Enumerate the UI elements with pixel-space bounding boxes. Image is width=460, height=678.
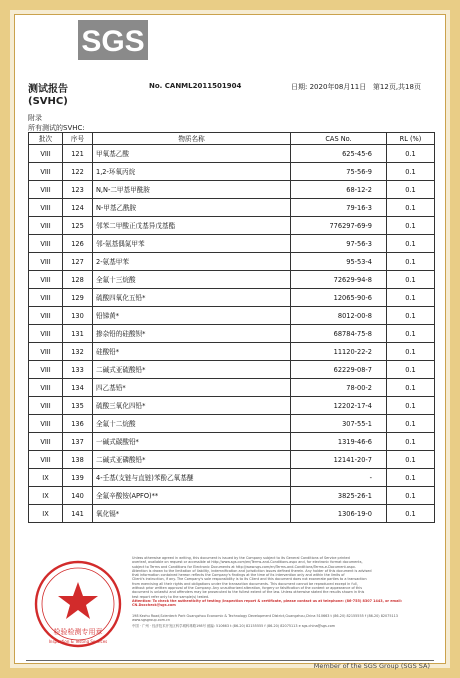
cell-batch: VIII: [29, 343, 63, 361]
cell-seq: 127: [63, 253, 93, 271]
cell-cas: 8012-00-8: [291, 307, 387, 325]
cell-batch: IX: [29, 505, 63, 523]
terms-line: test report refer only to the sample(s) tested.: [132, 594, 210, 599]
cell-batch: VIII: [29, 163, 63, 181]
cell-cas: 62229-08-7: [291, 361, 387, 379]
table-row: [29, 415, 435, 433]
cell-rl: 0.1: [387, 307, 435, 325]
cell-substance: 甲氧基乙酸: [93, 145, 291, 163]
cell-seq: 134: [63, 379, 93, 397]
table-row: [29, 163, 435, 181]
cell-batch: VIII: [29, 379, 63, 397]
cell-cas: 95-53-4: [291, 253, 387, 271]
cell-cas: 12202-17-4: [291, 397, 387, 415]
table-row: [29, 361, 435, 379]
cell-rl: 0.1: [387, 361, 435, 379]
table-row: [29, 469, 435, 487]
cell-substance: 全氟辛酸铵(APFO)**: [93, 487, 291, 505]
table-row: [29, 433, 435, 451]
cell-seq: 138: [63, 451, 93, 469]
table-row: [29, 505, 435, 523]
cell-seq: 124: [63, 199, 93, 217]
cell-substance: 二碱式亚硫酸铅*: [93, 361, 291, 379]
cell-batch: VIII: [29, 199, 63, 217]
terms-line: Attention is drawn to the limitation of liability, indemnification and jurisdiction issues defined therein. Any holder of this document is advised: [132, 568, 372, 573]
report-date: 日期: 2020年08月11日: [291, 83, 367, 91]
cell-substance: 一碱式碳酸铅*: [93, 433, 291, 451]
cell-seq: 121: [63, 145, 93, 163]
cell-cas: 3825-26-1: [291, 487, 387, 505]
col-rl-header: RL (%): [387, 133, 435, 145]
cell-seq: 137: [63, 433, 93, 451]
terms-line: from exercising all their rights and obligations under the transaction documents. This document cannot be reproduced except in full,: [132, 581, 358, 586]
logo-text: SGS: [81, 25, 145, 58]
table-header-row: [29, 133, 435, 145]
cell-rl: 0.1: [387, 397, 435, 415]
table-row: [29, 145, 435, 163]
cell-batch: VIII: [29, 307, 63, 325]
cell-seq: 131: [63, 325, 93, 343]
cell-batch: VIII: [29, 289, 63, 307]
col-seq-header: 序号: [63, 133, 93, 145]
table-row: [29, 325, 435, 343]
cell-cas: 97-56-3: [291, 235, 387, 253]
terms-line: overleaf, available on request or accessible at http://www.sgs.com/en/Terms-and-Conditions.aspx and, for electronic format documents,: [132, 560, 363, 565]
cell-seq: 125: [63, 217, 93, 235]
cell-batch: VIII: [29, 145, 63, 163]
cell-substance: 1,2-环氧丙烷: [93, 163, 291, 181]
cell-seq: 140: [63, 487, 93, 505]
cell-cas: 68784-75-8: [291, 325, 387, 343]
terms-line: Client's instruction, if any. The Company's sole responsibility is to its Client and this document does not exonerate parties to a transaction: [132, 577, 367, 582]
cell-cas: 11120-22-2: [291, 343, 387, 361]
cell-substance: 铅锑黄*: [93, 307, 291, 325]
cell-cas: 1306-19-0: [291, 505, 387, 523]
cell-rl: 0.1: [387, 163, 435, 181]
cell-cas: 79-16-3: [291, 199, 387, 217]
cell-seq: 130: [63, 307, 93, 325]
cell-rl: 0.1: [387, 415, 435, 433]
table-row: [29, 199, 435, 217]
cell-rl: 0.1: [387, 145, 435, 163]
cell-rl: 0.1: [387, 487, 435, 505]
col-cas-header: CAS No.: [291, 133, 387, 145]
cell-seq: 135: [63, 397, 93, 415]
cell-rl: 0.1: [387, 325, 435, 343]
cell-cas: -: [291, 469, 387, 487]
report-number: No. CANML2011501904: [149, 82, 242, 90]
inspection-seal-icon: [30, 558, 126, 656]
cell-cas: 75-56-9: [291, 163, 387, 181]
cell-seq: 129: [63, 289, 93, 307]
seal-subtext: Inspection & Testing Services: [48, 639, 108, 644]
cell-rl: 0.1: [387, 343, 435, 361]
address-en: 198 Kezhu Road,Scientech Park Guangzhou Economic & Technology Development District,Guangzhou,China 510663 t (86-20) 82155555 f (86-20) 82075113 www.sgsgroup.com.cn: [132, 613, 398, 622]
cell-seq: 132: [63, 343, 93, 361]
cell-batch: VIII: [29, 181, 63, 199]
sgs-logo-icon: [78, 20, 148, 60]
cell-rl: 0.1: [387, 469, 435, 487]
cell-substance: 氧化镉*: [93, 505, 291, 523]
member-text: Member of the SGS Group (SGS SA): [313, 662, 430, 670]
cell-rl: 0.1: [387, 181, 435, 199]
table-row: [29, 271, 435, 289]
cell-seq: 133: [63, 361, 93, 379]
cell-cas: 12065-90-6: [291, 289, 387, 307]
table-row: [29, 451, 435, 469]
cell-rl: 0.1: [387, 379, 435, 397]
cell-substance: 全氟十二烷酸: [93, 415, 291, 433]
cell-batch: VIII: [29, 325, 63, 343]
table-row: [29, 379, 435, 397]
cell-rl: 0.1: [387, 199, 435, 217]
cell-cas: 307-55-1: [291, 415, 387, 433]
table-row: [29, 397, 435, 415]
cell-batch: VIII: [29, 415, 63, 433]
cell-seq: 136: [63, 415, 93, 433]
cell-substance: 二碱式亚磷酸铅*: [93, 451, 291, 469]
svhc-table: [28, 132, 435, 523]
cell-substance: 硅酸铅*: [93, 343, 291, 361]
cell-seq: 122: [63, 163, 93, 181]
report-title: 测试报告: [28, 84, 68, 95]
cell-seq: 139: [63, 469, 93, 487]
cell-batch: VIII: [29, 433, 63, 451]
col-batch-header: 批次: [29, 133, 63, 145]
cell-batch: IX: [29, 469, 63, 487]
cell-substance: 硫酸四氧化五铅*: [93, 289, 291, 307]
cell-seq: 123: [63, 181, 93, 199]
cell-cas: 72629-94-8: [291, 271, 387, 289]
cell-seq: 126: [63, 235, 93, 253]
cell-rl: 0.1: [387, 253, 435, 271]
cell-rl: 0.1: [387, 271, 435, 289]
col-substance-header: 物质名称: [93, 133, 291, 145]
terms-line: Unless otherwise agreed in writing, this document is issued by the Company subject to its General Conditions of Service printed: [132, 556, 350, 560]
cell-substance: 全氟十三烷酸: [93, 271, 291, 289]
cell-substance: 邻-氨基偶氮甲苯: [93, 235, 291, 253]
cell-cas: 1319-46-6: [291, 433, 387, 451]
table-row: [29, 307, 435, 325]
cell-batch: VIII: [29, 217, 63, 235]
cell-batch: VIII: [29, 451, 63, 469]
cell-substance: 四乙基铅*: [93, 379, 291, 397]
footer-divider: [26, 660, 434, 661]
cell-substance: 邻苯二甲酸正戊基异戊基酯: [93, 217, 291, 235]
table-row: [29, 289, 435, 307]
all-svhc-label: 所有测试的SVHC:: [28, 124, 85, 132]
cell-batch: VIII: [29, 253, 63, 271]
cell-rl: 0.1: [387, 217, 435, 235]
appendix-label: 附录: [28, 114, 42, 122]
table-body: [29, 145, 435, 523]
terms-line: without prior written approval of the Company. Any unauthorized alteration, forgery or falsification of the content or appearance of this: [132, 586, 362, 591]
seal-text: 检验检测专用章: [53, 628, 103, 636]
report-date-page: [291, 82, 421, 92]
cell-batch: VIII: [29, 397, 63, 415]
cell-rl: 0.1: [387, 505, 435, 523]
cell-substance: 2-氨基甲苯: [93, 253, 291, 271]
terms-line: document is unlawful and offenders may be prosecuted to the fullest extent of the law. Unless otherwise stated the results shown in this: [132, 590, 365, 595]
table-row: [29, 343, 435, 361]
cell-seq: 128: [63, 271, 93, 289]
page-number: 第12页,共18页: [372, 83, 421, 91]
table-row: [29, 181, 435, 199]
cell-rl: 0.1: [387, 433, 435, 451]
cell-cas: 625-45-6: [291, 145, 387, 163]
cell-rl: 0.1: [387, 235, 435, 253]
terms-line: subject to Terms and Conditions for Electronic Documents at http://www.sgs.com/en/Terms-and-Conditions/Terms-e-Document.aspx.: [132, 564, 356, 569]
cell-batch: IX: [29, 487, 63, 505]
report-subtitle: (SVHC): [28, 96, 68, 107]
cell-substance: N-甲基乙酰胺: [93, 199, 291, 217]
cell-substance: 硫酸三氧化四铅*: [93, 397, 291, 415]
cell-substance: 4-壬基(支链与直链)苯酚乙氧基醚: [93, 469, 291, 487]
terms-line: that information contained hereon reflects the Company's findings at the time of its intervention only and within the limits of: [132, 573, 345, 578]
cell-rl: 0.1: [387, 451, 435, 469]
authenticity-notice: Attention: To check the authenticity of testing /inspection report & certificate, please contact us at telephone: (86-755) 8307 1443, or email: CN.Doccheck@sgs.com: [132, 598, 403, 608]
cell-seq: 141: [63, 505, 93, 523]
cell-batch: VIII: [29, 361, 63, 379]
cell-batch: VIII: [29, 235, 63, 253]
table-row: [29, 487, 435, 505]
table-row: [29, 217, 435, 235]
footer-terms: [132, 556, 432, 628]
table-row: [29, 253, 435, 271]
cell-cas: 68-12-2: [291, 181, 387, 199]
report-page: [26, 18, 434, 670]
cell-batch: VIII: [29, 271, 63, 289]
cell-rl: 0.1: [387, 289, 435, 307]
cell-substance: 掺杂铅的硅酸钡*: [93, 325, 291, 343]
cell-cas: 12141-20-7: [291, 451, 387, 469]
cell-cas: 78-00-2: [291, 379, 387, 397]
cell-substance: N,N-二甲基甲酰胺: [93, 181, 291, 199]
table-row: [29, 235, 435, 253]
address-cn: 中国 · 广州 · 经济技术开发区科学城科珠路198号 邮编: 510663 t (86-20) 82155555 f (86-20) 82075113 e sgs.china@sgs.com: [132, 624, 336, 629]
cell-cas: 776297-69-9: [291, 217, 387, 235]
